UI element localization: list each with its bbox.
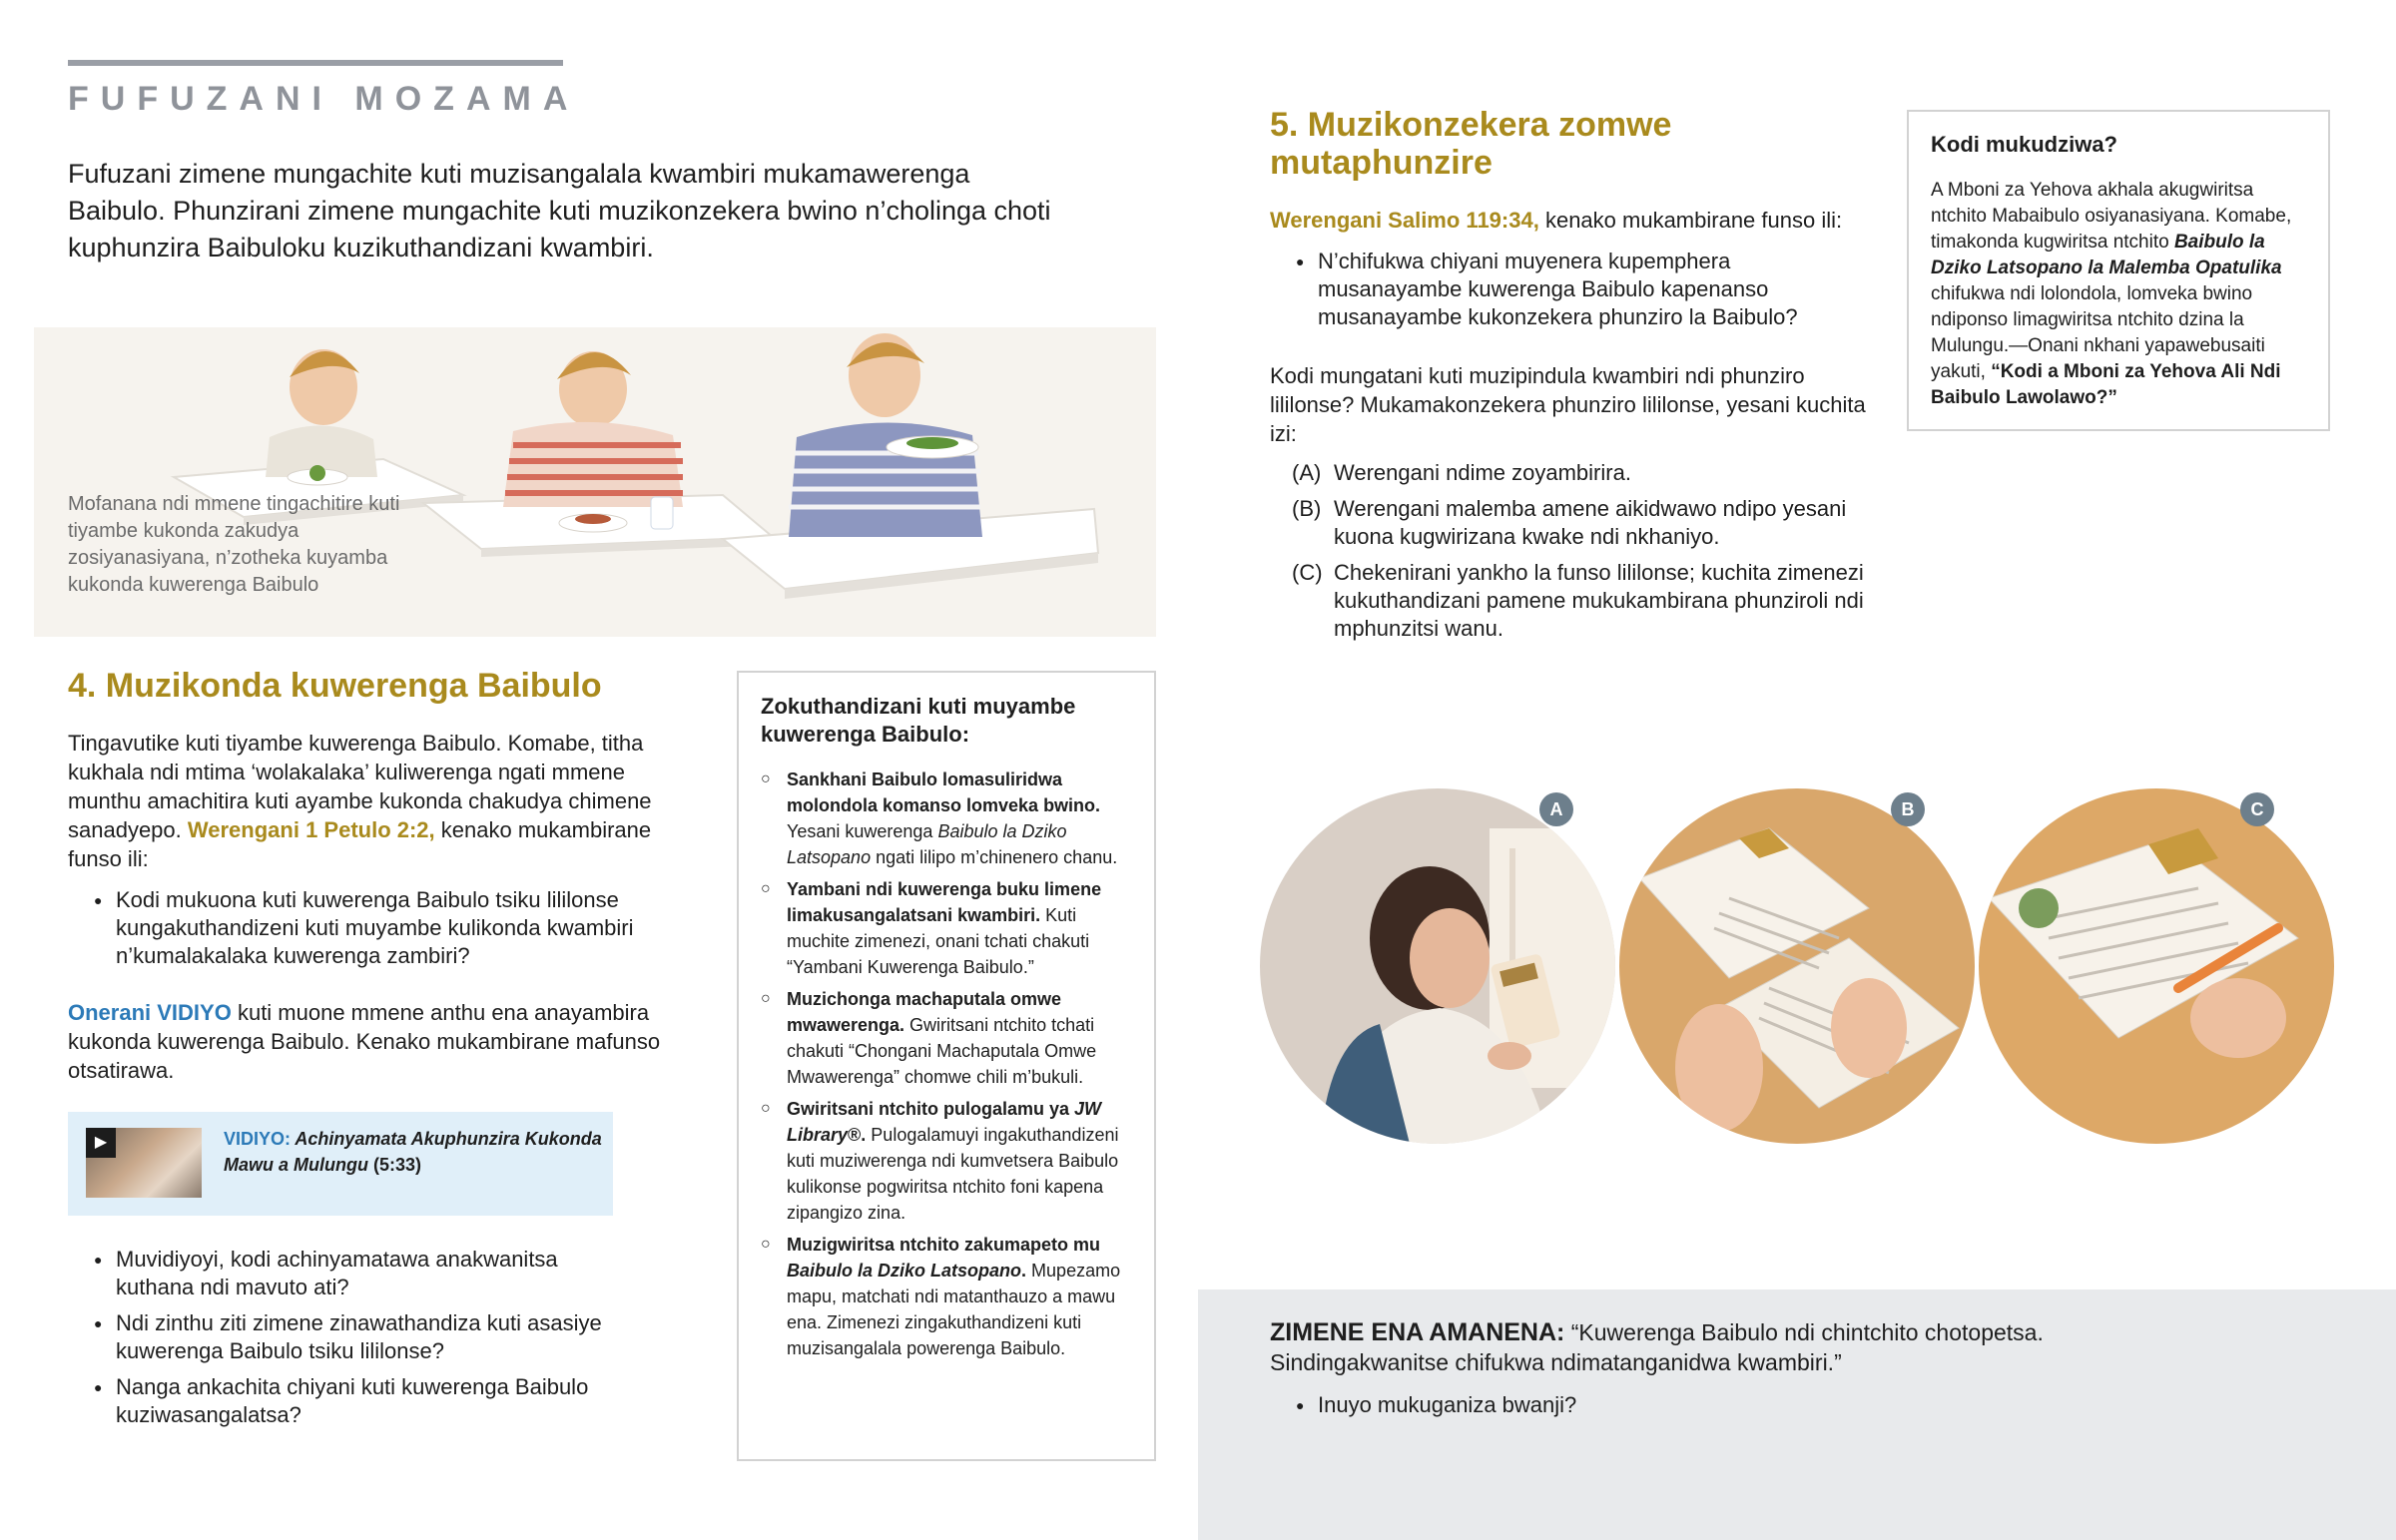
tip-item <box>761 986 1132 1090</box>
tip-text: Kuti muchite zimenezi, onani tchati chakuti “Yambani Kuwerenga Baibulo.” <box>787 905 1090 977</box>
step-text: Werengani ndime zoyambirira. <box>1334 460 1631 485</box>
study-steps-list <box>1270 459 1869 651</box>
tip-text-rest: ngati lilipo m’chinenero chanu. <box>871 847 1118 867</box>
tip-text: Mupezamo mapu, matchati ndi matanthauzo a mawu ena. Zimenezi zingakuthandizeni kuti muzisangalala powerenga Baibulo. <box>787 1261 1121 1358</box>
tip-item <box>761 1232 1132 1361</box>
study-step <box>1270 459 1869 487</box>
section-5-heading: 5. Muzikonzekera zomwe mutaphunzire <box>1270 106 1672 182</box>
tip-bold: Yambani ndi kuwerenga buku limene limakusangalatsani kwambiri. <box>787 879 1102 925</box>
tip-text: Yesani kuwerenga <box>787 821 938 841</box>
video-duration: (5:33) <box>373 1155 422 1175</box>
sidebox-bible-name: Baibulo la Dziko Latsopano la Malemba Opatulika <box>1931 232 2282 278</box>
tip-bold: Muzigwiritsa ntchito zakumapeto mu <box>787 1235 1101 1255</box>
question-item: ● Kodi mukuona kuti kuwerenga Baibulo tsiku lililonse kungakuthandizeni kuti muyambe kulikonda kwambiri n’kumalakalaka kuwerenga zambiri? <box>68 886 697 970</box>
tip-bold-end: ®. <box>848 1125 867 1145</box>
did-you-know-box <box>1907 110 2330 431</box>
tip-text: Gwiritsani ntchito tchati chakuti “Chongani Machaputala Omwe Mwawerenga” chomwe chili m’bukuli. <box>787 1015 1097 1087</box>
video-thumbnail[interactable] <box>86 1128 202 1198</box>
tip-text: Pulogalamuyi ingakuthandizeni kuti muziwerenga ndi kumvetsera Baibulo kulikonse pogwiritsa ntchito foni kapena zipangizo zina. <box>787 1125 1119 1223</box>
play-icon[interactable]: ▶ <box>86 1128 116 1158</box>
question-item: ● Nanga ankachita chiyani kuti kuwerenga Baibulo kuziwasangalatsa? <box>68 1373 627 1429</box>
step-key: (C) <box>1292 560 1323 585</box>
section-4-paragraph <box>68 729 697 873</box>
tip-item <box>761 876 1132 980</box>
tip-bold: Sankhani Baibulo lomasuliridwa molondola komanso lomveka bwino. <box>787 770 1101 815</box>
sidebox-text <box>1931 178 2306 411</box>
scripture-link-psalm[interactable]: Werengani Salimo 119:34, <box>1270 208 1539 233</box>
sidebox-text-b: chifukwa ndi lolondola, lomveka bwino ndiponso limagwiritsa ntchito dzina la Mulungu.—Onani nkhani yapawebusaiti yakuti, <box>1931 283 2265 382</box>
sidebox-article-link[interactable]: “Kodi a Mboni za Yehova Ali Ndi Baibulo Lawolawo?” <box>1931 361 2281 408</box>
tips-title: Zokuthandizani kuti muyambe kuwerenga Baibulo: <box>761 694 1076 747</box>
section-5-intro-rest: kenako mukambirane funso ili: <box>1544 208 1843 233</box>
video-intro-paragraph <box>68 998 697 1085</box>
video-title[interactable] <box>224 1126 603 1178</box>
sidebox-title: Kodi mukudziwa? <box>1931 132 2117 157</box>
illustration-caption: Mofanana ndi mmene tingachitire kuti tiyambe kukonda zakudya zosiyanasiyana, n’zotheka kuyamba kukonda kuwerenga Baibulo <box>68 493 400 596</box>
badge-b: B <box>1891 792 1925 826</box>
open-books-circle <box>1619 788 1975 1144</box>
badge-a: A <box>1539 792 1573 826</box>
section-4-para-rest: kenako mukambirane funso ili: <box>68 817 652 871</box>
video-card[interactable] <box>68 1112 613 1216</box>
page-header-title: FUFUZANI MOZAMA <box>68 80 580 118</box>
badge-c: C <box>2240 792 2274 826</box>
tip-bold: Muzichonga machaputala omwe mwawerenga. <box>787 989 1062 1035</box>
section-5-intro <box>1270 206 1889 235</box>
video-intro-text: kuti muone mmene anthu ena anayambira kukonda kuwerenga Baibulo. Kenako mukambirane mafunso otsatirawa. <box>68 1000 661 1083</box>
tip-bold: Gwiritsani ntchito pulogalamu ya <box>787 1099 1075 1119</box>
question-item: ● Muvidiyoyi, kodi achinyamatawa anakwanitsa kuthana ndi mavuto ati? <box>68 1246 627 1301</box>
tip-bold-italic: JW Library <box>787 1099 1102 1145</box>
step-key: (B) <box>1292 496 1322 521</box>
girl-reading-circle <box>1260 788 1615 1144</box>
others-say-quote <box>1270 1317 2108 1377</box>
girl-reading-graphic <box>1260 788 1615 1144</box>
marking-answer-circle <box>1979 788 2334 1144</box>
section-4-para-text: Tingavutike kuti tiyambe kuwerenga Baibulo. Komabe, titha kukhala ndi mtima ‘wolakalaka’ kuliwerenga ngati mmene munthu amachitira kuti ayambe kukonda chakudya chimene sanadyepo. <box>68 731 652 842</box>
video-title-text: Achinyamata Akuphunzira Kukonda Mawu a Mulungu <box>224 1129 602 1175</box>
sidebox-text-a: A Mboni za Yehova akhala akugwiritsa ntchito Mabaibulo osiyanasiyana. Komabe, timakonda kugwiritsa ntchito <box>1931 180 2292 253</box>
reading-tips-box <box>737 671 1156 1461</box>
tip-italic: Baibulo la Dziko Latsopano <box>787 821 1067 867</box>
question-item: ● Inuyo mukuganiza bwanji? <box>1270 1391 1969 1419</box>
others-say-text: “Kuwerenga Baibulo ndi chintchito chotopetsa. Sindingakwanitse chifukwa ndimatanganidwa kwambiri.” <box>1270 1319 2044 1375</box>
video-question-list <box>68 1246 627 1437</box>
section-4-question-list <box>68 886 697 978</box>
others-say-box <box>1198 1289 2396 1540</box>
step-text: Werengani malemba amene aikidwawo ndipo yesani kuona kugwirizana kwake ndi nkhaniyo. <box>1334 496 1847 549</box>
step-text: Chekenirani yankho la funso lililonse; kuchita zimenezi kukuthandizani pamene mukukambirana phunziroli ndi mphunzitsi wanu. <box>1334 560 1864 641</box>
tip-bold-italic: Baibulo la Dziko Latsopano <box>787 1261 1022 1281</box>
tips-list <box>761 767 1132 1361</box>
marking-answer-graphic <box>1979 788 2334 1144</box>
others-say-question-list <box>1270 1391 1969 1427</box>
step-key: (A) <box>1292 460 1322 485</box>
tip-bold-end: . <box>1021 1261 1027 1281</box>
header-rule <box>68 60 563 66</box>
tip-item <box>761 1096 1132 1226</box>
others-say-label: ZIMENE ENA AMANENA: <box>1270 1318 1565 1346</box>
watch-video-link[interactable]: Onerani VIDIYO <box>68 1000 232 1025</box>
question-item: ● Ndi zinthu ziti zimene zinawathandiza kuti asasiye kuwerenga Baibulo tsiku lililonse? <box>68 1309 627 1365</box>
scripture-link-1-peter[interactable]: Werengani 1 Petulo 2:2, <box>187 817 435 842</box>
section-5-question-list <box>1270 248 1879 339</box>
section-5-paragraph: Kodi mungatani kuti muzipindula kwambiri ndi phunziro lililonse? Mukamakonzekera phunziro lililonse, yesani kuchita izi: <box>1270 363 1866 446</box>
tip-item <box>761 767 1132 870</box>
study-step <box>1270 495 1869 551</box>
open-books-graphic <box>1619 788 1975 1144</box>
section-4-heading: 4. Muzikonda kuwerenga Baibulo <box>68 667 602 705</box>
study-step <box>1270 559 1869 643</box>
video-label: VIDIYO: <box>224 1129 292 1149</box>
question-item: ● N’chifukwa chiyani muyenera kupemphera musanayambe kuwerenga Baibulo kapenanso musanayambe kukonzekera phunziro la Baibulo? <box>1270 248 1879 331</box>
intro-paragraph: Fufuzani zimene mungachite kuti muzisangalala kwambiri mukamawerenga Baibulo. Phunzirani zimene mungachite kuti muzikonzekera bwino n’cholinga choti kuphunzira Baibuloku kuzikuthandizani kwambiri. <box>68 159 1051 262</box>
